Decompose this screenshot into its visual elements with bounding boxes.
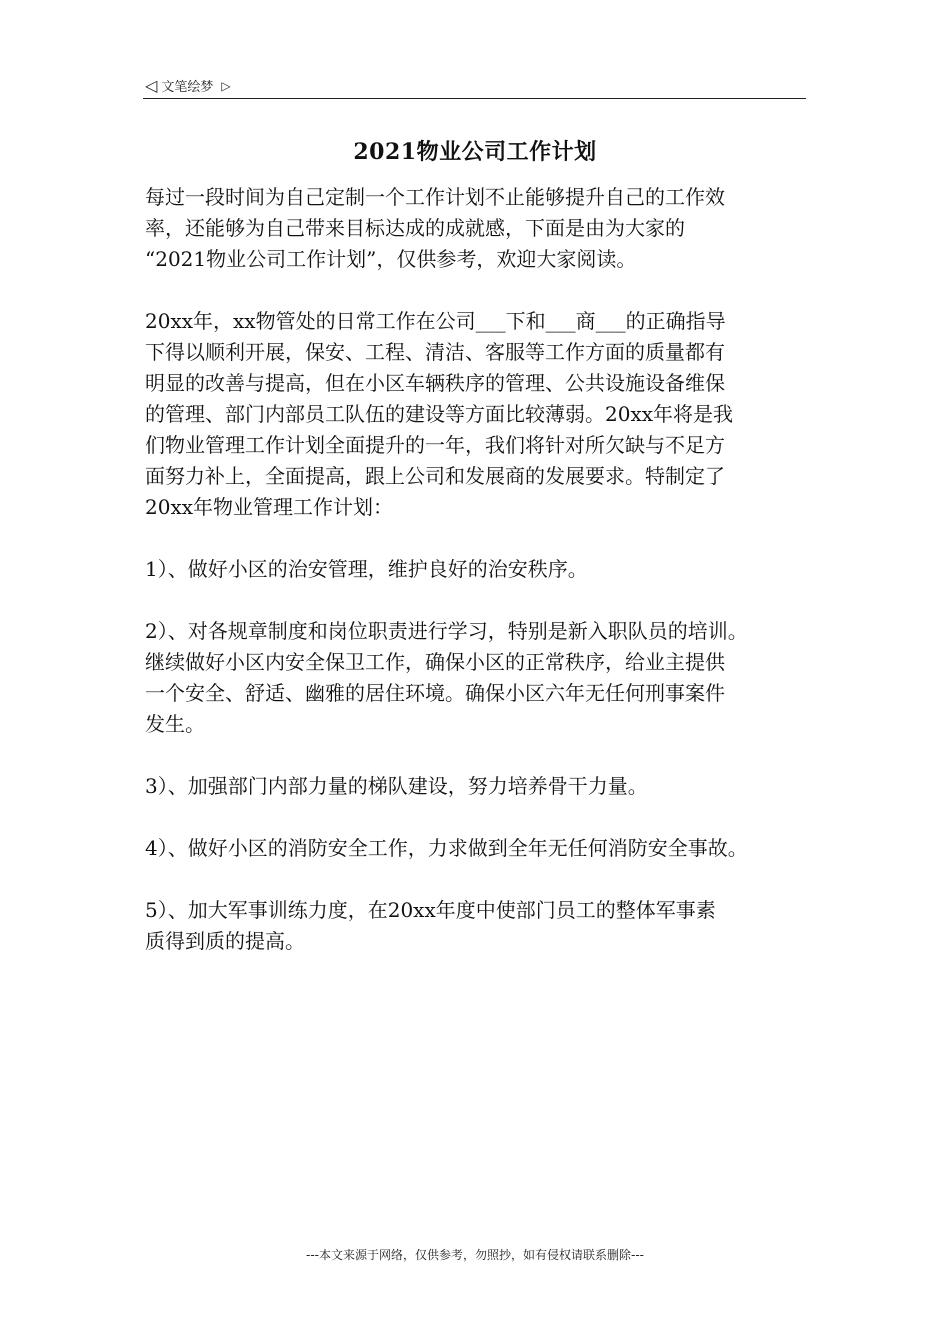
list-item-1	[145, 554, 825, 585]
text-line: 3）、加强部门内部力量的梯队建设，努力培养骨干力量。	[145, 774, 648, 798]
page-header	[143, 72, 806, 99]
text-line: 面努力补上，全面提高，跟上公司和发展商的发展要求。特制定了	[145, 464, 725, 488]
page-footer: ---本文来源于网络，仅供参考，勿照抄，如有侵权请联系删除---	[306, 1248, 644, 1262]
body-paragraph	[145, 306, 825, 523]
text-line: 们物业管理工作计划全面提升的一年，我们将针对所欠缺与不足方	[145, 433, 725, 457]
text-line: 2）、对各规章制度和岗位职责进行学习，特别是新入职队员的培训。	[145, 619, 748, 643]
document-title: 2021物业公司工作计划	[353, 139, 597, 165]
brand-name: 文笔绘梦	[161, 80, 214, 95]
text-line: 明显的改善与提高，但在小区车辆秩序的管理、公共设施设备维保	[145, 371, 725, 395]
text-line: 下得以顺利开展，保安、工程、清洁、客服等工作方面的质量都有	[145, 340, 725, 364]
text-line: “2021物业公司工作计划”，仅供参考，欢迎大家阅读。	[145, 247, 637, 271]
intro-paragraph	[145, 182, 825, 275]
text-line: 4）、做好小区的消防安全工作，力求做到全年无任何消防安全事故。	[145, 836, 748, 860]
header-brand	[145, 76, 231, 95]
list-item-5	[145, 895, 825, 957]
triangle-left-icon: ◁	[145, 76, 158, 95]
text-line: 每过一段时间为自己定制一个工作计划不止能够提升自己的工作效	[145, 185, 725, 209]
text-line: 率，还能够为自己带来目标达成的成就感，下面是由为大家的	[145, 216, 685, 240]
text-line: 一个安全、舒适、幽雅的居住环境。确保小区六年无任何刑事案件	[145, 681, 725, 705]
text-line: 1）、做好小区的治安管理，维护良好的治安秩序。	[145, 557, 588, 581]
text-line: 20xx年，xx物管处的日常工作在公司___下和___商___的正确指导	[145, 309, 726, 333]
list-item-4	[145, 833, 825, 864]
list-item-2	[145, 616, 825, 740]
text-line: 的管理、部门内部员工队伍的建设等方面比较薄弱。20xx年将是我	[145, 402, 734, 426]
text-line: 20xx年物业管理工作计划：	[145, 495, 394, 519]
document-body	[145, 182, 825, 957]
triangle-right-icon: ▷	[221, 78, 231, 93]
text-line: 继续做好小区内安全保卫工作，确保小区的正常秩序，给业主提供	[145, 650, 725, 674]
text-line: 5）、加大军事训练力度，在20xx年度中使部门员工的整体军事素	[145, 898, 716, 922]
list-item-3	[145, 771, 825, 802]
text-line: 质得到质的提高。	[145, 929, 305, 953]
text-line: 发生。	[145, 712, 205, 736]
